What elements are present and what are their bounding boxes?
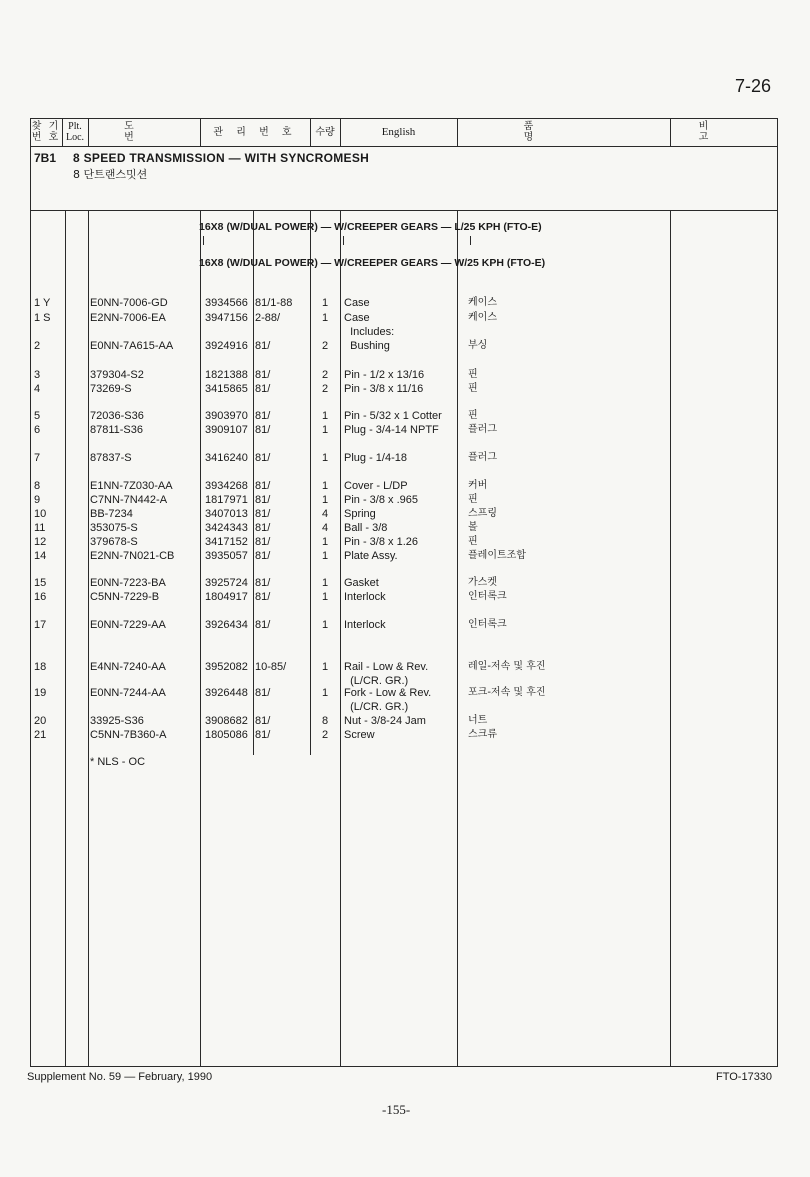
description-english: Spring xyxy=(344,508,376,520)
table-row xyxy=(0,507,810,521)
description-english: Pin - 1/2 x 13/16 xyxy=(344,369,425,381)
serial-range: 81/1-88 xyxy=(255,297,293,309)
description-english: Interlock xyxy=(344,591,386,603)
table-row xyxy=(0,618,810,632)
ref-number: 18 xyxy=(34,661,47,673)
serial-range: 81/ xyxy=(255,494,271,506)
mgmt-number: 3903970 xyxy=(205,410,248,422)
variant-heading-1: 16X8 (W/DUAL POWER) — W/CREEPER GEARS — L/25 KPH (FTO-E) xyxy=(199,221,542,233)
ref-number: 17 xyxy=(34,619,47,631)
mgmt-number: 1821388 xyxy=(205,369,248,381)
description-korean: 포크-저속 및 후진 xyxy=(468,687,546,698)
table-bottom-border xyxy=(30,1066,778,1067)
ref-number: 9 xyxy=(34,494,41,506)
ref-number: 3 xyxy=(34,369,41,381)
ref-number: 7 xyxy=(34,452,41,464)
description-korean: 핀 xyxy=(468,494,478,505)
table-row xyxy=(0,549,810,563)
mgmt-number: 3417152 xyxy=(205,536,248,548)
description-english: Rail - Low & Rev. xyxy=(344,661,429,673)
section-code: 7B1 xyxy=(34,151,57,165)
serial-range: 81/ xyxy=(255,550,271,562)
description-korean: 부싱 xyxy=(468,340,488,351)
part-number: BB-7234 xyxy=(90,508,133,520)
part-number: 379304-S2 xyxy=(90,369,144,381)
table-row xyxy=(0,382,810,396)
description-korean: 핀 xyxy=(468,410,478,421)
description-english: Interlock xyxy=(344,619,386,631)
mgmt-number: 1805086 xyxy=(205,729,248,741)
part-number: 87811-S36 xyxy=(90,424,144,436)
description-korean: 핀 xyxy=(468,369,478,380)
supplement-info: Supplement No. 59 — February, 1990 xyxy=(27,1071,213,1083)
ref-number: 1 S xyxy=(34,312,51,324)
quantity: 1 xyxy=(321,536,329,548)
description-korean: 케이스 xyxy=(468,312,497,323)
mgmt-number: 3909107 xyxy=(205,424,248,436)
mgmt-number: 3935057 xyxy=(205,550,248,562)
table-row xyxy=(0,728,810,742)
description-korean: 너트 xyxy=(468,715,488,726)
ref-number: 6 xyxy=(34,424,41,436)
description-korean: 플러그 xyxy=(468,452,497,463)
quantity: 2 xyxy=(321,340,329,352)
description-korean: 인터록크 xyxy=(468,619,507,630)
table-row xyxy=(0,423,810,437)
header-qty: 수량 xyxy=(315,126,335,138)
mgmt-number: 3934566 xyxy=(205,297,248,309)
table-row xyxy=(0,296,810,310)
part-number: 72036-S36 xyxy=(90,410,144,422)
description-english: (L/CR. GR.) xyxy=(344,675,409,687)
description-english: Plug - 3/4-14 NPTF xyxy=(344,424,439,436)
quantity: 2 xyxy=(321,383,329,395)
serial-range: 81/ xyxy=(255,340,271,352)
serial-range: 81/ xyxy=(255,591,271,603)
part-number: E2NN-7N021-CB xyxy=(90,550,175,562)
quantity: 1 xyxy=(321,619,329,631)
description-korean: 볼 xyxy=(468,522,478,533)
description-english: Pin - 3/8 x .965 xyxy=(344,494,418,506)
part-number: C7NN-7N442-A xyxy=(90,494,168,506)
serial-range: 81/ xyxy=(255,522,271,534)
ref-number: 15 xyxy=(34,577,47,589)
part-number: 379678-S xyxy=(90,536,138,548)
mgmt-number: 3415865 xyxy=(205,383,248,395)
header-english: English xyxy=(381,125,416,138)
quantity: 1 xyxy=(321,410,329,422)
table-row xyxy=(0,325,810,339)
section-bottom-border xyxy=(30,210,778,211)
quantity: 4 xyxy=(321,522,329,534)
table-row xyxy=(0,686,810,700)
table-row xyxy=(0,714,810,728)
header-ref: 찾 기 번 호 xyxy=(31,121,61,143)
serial-range: 81/ xyxy=(255,536,271,548)
table-row xyxy=(0,409,810,423)
mgmt-number: 3926448 xyxy=(205,687,248,699)
description-korean: 플러그 xyxy=(468,424,497,435)
quantity: 1 xyxy=(321,297,329,309)
quantity: 1 xyxy=(321,550,329,562)
table-row xyxy=(0,479,810,493)
page-number: 7-26 xyxy=(735,76,772,96)
serial-range: 81/ xyxy=(255,452,271,464)
description-english: Case xyxy=(344,297,370,309)
header-bottom-border xyxy=(30,146,778,147)
table-row xyxy=(0,451,810,465)
mgmt-number: 3924916 xyxy=(205,340,248,352)
part-number: 87837-S xyxy=(90,452,132,464)
description-english: Plug - 1/4-18 xyxy=(344,452,407,464)
description-korean: 가스켓 xyxy=(468,577,497,588)
mgmt-number: 1817971 xyxy=(205,494,248,506)
header-mgmt-number: 관 리 번 호 xyxy=(213,126,297,138)
description-english: Ball - 3/8 xyxy=(344,522,388,534)
ref-number: 2 xyxy=(34,340,41,352)
description-korean: 인터록크 xyxy=(468,591,507,602)
variant-tick xyxy=(203,236,204,245)
table-row xyxy=(0,660,810,674)
part-number: 353075-S xyxy=(90,522,138,534)
serial-range: 81/ xyxy=(255,715,271,727)
description-english: (L/CR. GR.) xyxy=(344,701,409,713)
serial-range: 81/ xyxy=(255,619,271,631)
description-english: Pin - 5/32 x 1 Cotter xyxy=(344,410,442,422)
serial-range: 81/ xyxy=(255,687,271,699)
quantity: 8 xyxy=(321,715,329,727)
ref-number: 4 xyxy=(34,383,41,395)
ref-number: 16 xyxy=(34,591,47,603)
description-english: Fork - Low & Rev. xyxy=(344,687,432,699)
description-english: Nut - 3/8-24 Jam xyxy=(344,715,426,727)
ref-number: 21 xyxy=(34,729,47,741)
mgmt-number: 3407013 xyxy=(205,508,248,520)
quantity: 1 xyxy=(321,577,329,589)
header-remarks: 비 고 xyxy=(698,121,749,143)
quantity: 1 xyxy=(321,424,329,436)
part-number: E4NN-7240-AA xyxy=(90,661,166,673)
ref-number: 10 xyxy=(34,508,47,520)
document-code: FTO-17330 xyxy=(716,1071,773,1083)
serial-range: 81/ xyxy=(255,480,271,492)
description-korean: 핀 xyxy=(468,536,478,547)
description-korean: 핀 xyxy=(468,383,478,394)
mgmt-number: 3947156 xyxy=(205,312,248,324)
table-row xyxy=(0,521,810,535)
serial-range: 81/ xyxy=(255,410,271,422)
serial-range: 81/ xyxy=(255,424,271,436)
mgmt-number: 3925724 xyxy=(205,577,248,589)
description-english: Plate Assy. xyxy=(344,550,398,562)
description-english: Gasket xyxy=(344,577,379,589)
quantity: 1 xyxy=(321,312,329,324)
description-english: Screw xyxy=(344,729,375,741)
mgmt-number: 3926434 xyxy=(205,619,248,631)
variant-tick xyxy=(470,236,471,245)
mgmt-number: 3952082 xyxy=(205,661,248,673)
serial-range: 81/ xyxy=(255,383,271,395)
quantity: 1 xyxy=(321,661,329,673)
description-korean: 커버 xyxy=(468,480,488,491)
table-row xyxy=(0,576,810,590)
quantity: 1 xyxy=(321,494,329,506)
mgmt-number: 3934268 xyxy=(205,480,248,492)
quantity: 2 xyxy=(321,729,329,741)
section-title: 8 SPEED TRANSMISSION — WITH SYNCROMESH xyxy=(73,151,370,165)
mgmt-number: 1804917 xyxy=(205,591,248,603)
mgmt-number: 3424343 xyxy=(205,522,248,534)
description-korean: 스프링 xyxy=(468,508,497,519)
part-number: E0NN-7229-AA xyxy=(90,619,166,631)
part-number: E1NN-7Z030-AA xyxy=(90,480,173,492)
ref-number: 12 xyxy=(34,536,47,548)
description-korean: 스크류 xyxy=(468,729,497,740)
part-number: E0NN-7244-AA xyxy=(90,687,166,699)
mgmt-number: 3416240 xyxy=(205,452,248,464)
quantity: 1 xyxy=(321,452,329,464)
part-number: 73269-S xyxy=(90,383,132,395)
quantity: 1 xyxy=(321,591,329,603)
part-number: E0NN-7006-GD xyxy=(90,297,168,309)
part-number: C5NN-7B360-A xyxy=(90,729,167,741)
section-subtitle: 8 단트랜스밋션 xyxy=(73,168,148,181)
bottom-page-number: -155- xyxy=(382,1102,411,1117)
description-korean: 플레이트조합 xyxy=(468,550,526,561)
serial-range: 81/ xyxy=(255,577,271,589)
mgmt-number: 3908682 xyxy=(205,715,248,727)
table-row xyxy=(0,339,810,353)
serial-range: 81/ xyxy=(255,508,271,520)
variant-heading-2: 16X8 (W/DUAL POWER) — W/CREEPER GEARS — W/25 KPH (FTO-E) xyxy=(199,257,546,269)
part-number: C5NN-7229-B xyxy=(90,591,160,603)
header-plt-loc: Plt. Loc. xyxy=(65,121,85,143)
description-korean: 케이스 xyxy=(468,297,497,308)
ref-number: 8 xyxy=(34,480,41,492)
table-row xyxy=(0,311,810,325)
ref-number: 19 xyxy=(34,687,47,699)
quantity: 4 xyxy=(321,508,329,520)
quantity: 1 xyxy=(321,480,329,492)
table-row xyxy=(0,590,810,604)
serial-range: 81/ xyxy=(255,729,271,741)
header-name-ko: 품 명 xyxy=(523,121,604,143)
description-english: Case xyxy=(344,312,370,324)
description-english: Includes: xyxy=(344,326,395,338)
variant-tick xyxy=(343,236,344,245)
part-number: E0NN-7223-BA xyxy=(90,577,166,589)
description-english: Pin - 3/8 x 11/16 xyxy=(344,383,424,395)
table-row xyxy=(0,535,810,549)
table-row xyxy=(0,493,810,507)
description-english: Bushing xyxy=(344,340,390,352)
variant-tick xyxy=(253,236,254,245)
quantity: 2 xyxy=(321,369,329,381)
serial-range: 2-88/ xyxy=(255,312,281,324)
ref-number: 14 xyxy=(34,550,47,562)
table-row xyxy=(0,700,810,714)
table-row xyxy=(0,368,810,382)
ref-number: 5 xyxy=(34,410,41,422)
quantity: 1 xyxy=(321,687,329,699)
part-number: 33925-S36 xyxy=(90,715,144,727)
ref-number: 11 xyxy=(34,522,46,534)
serial-range: 81/ xyxy=(255,369,271,381)
part-number: E0NN-7A615-AA xyxy=(90,340,174,352)
ref-number: 1 Y xyxy=(34,297,51,309)
description-korean: 레일-저속 및 후진 xyxy=(468,661,546,672)
part-number: E2NN-7006-EA xyxy=(90,312,166,324)
header-drawing: 도 번 xyxy=(124,121,164,143)
nls-note: * NLS - OC xyxy=(90,756,146,768)
ref-number: 20 xyxy=(34,715,47,727)
serial-range: 10-85/ xyxy=(255,661,287,673)
description-english: Cover - L/DP xyxy=(344,480,408,492)
description-english: Pin - 3/8 x 1.26 xyxy=(344,536,418,548)
